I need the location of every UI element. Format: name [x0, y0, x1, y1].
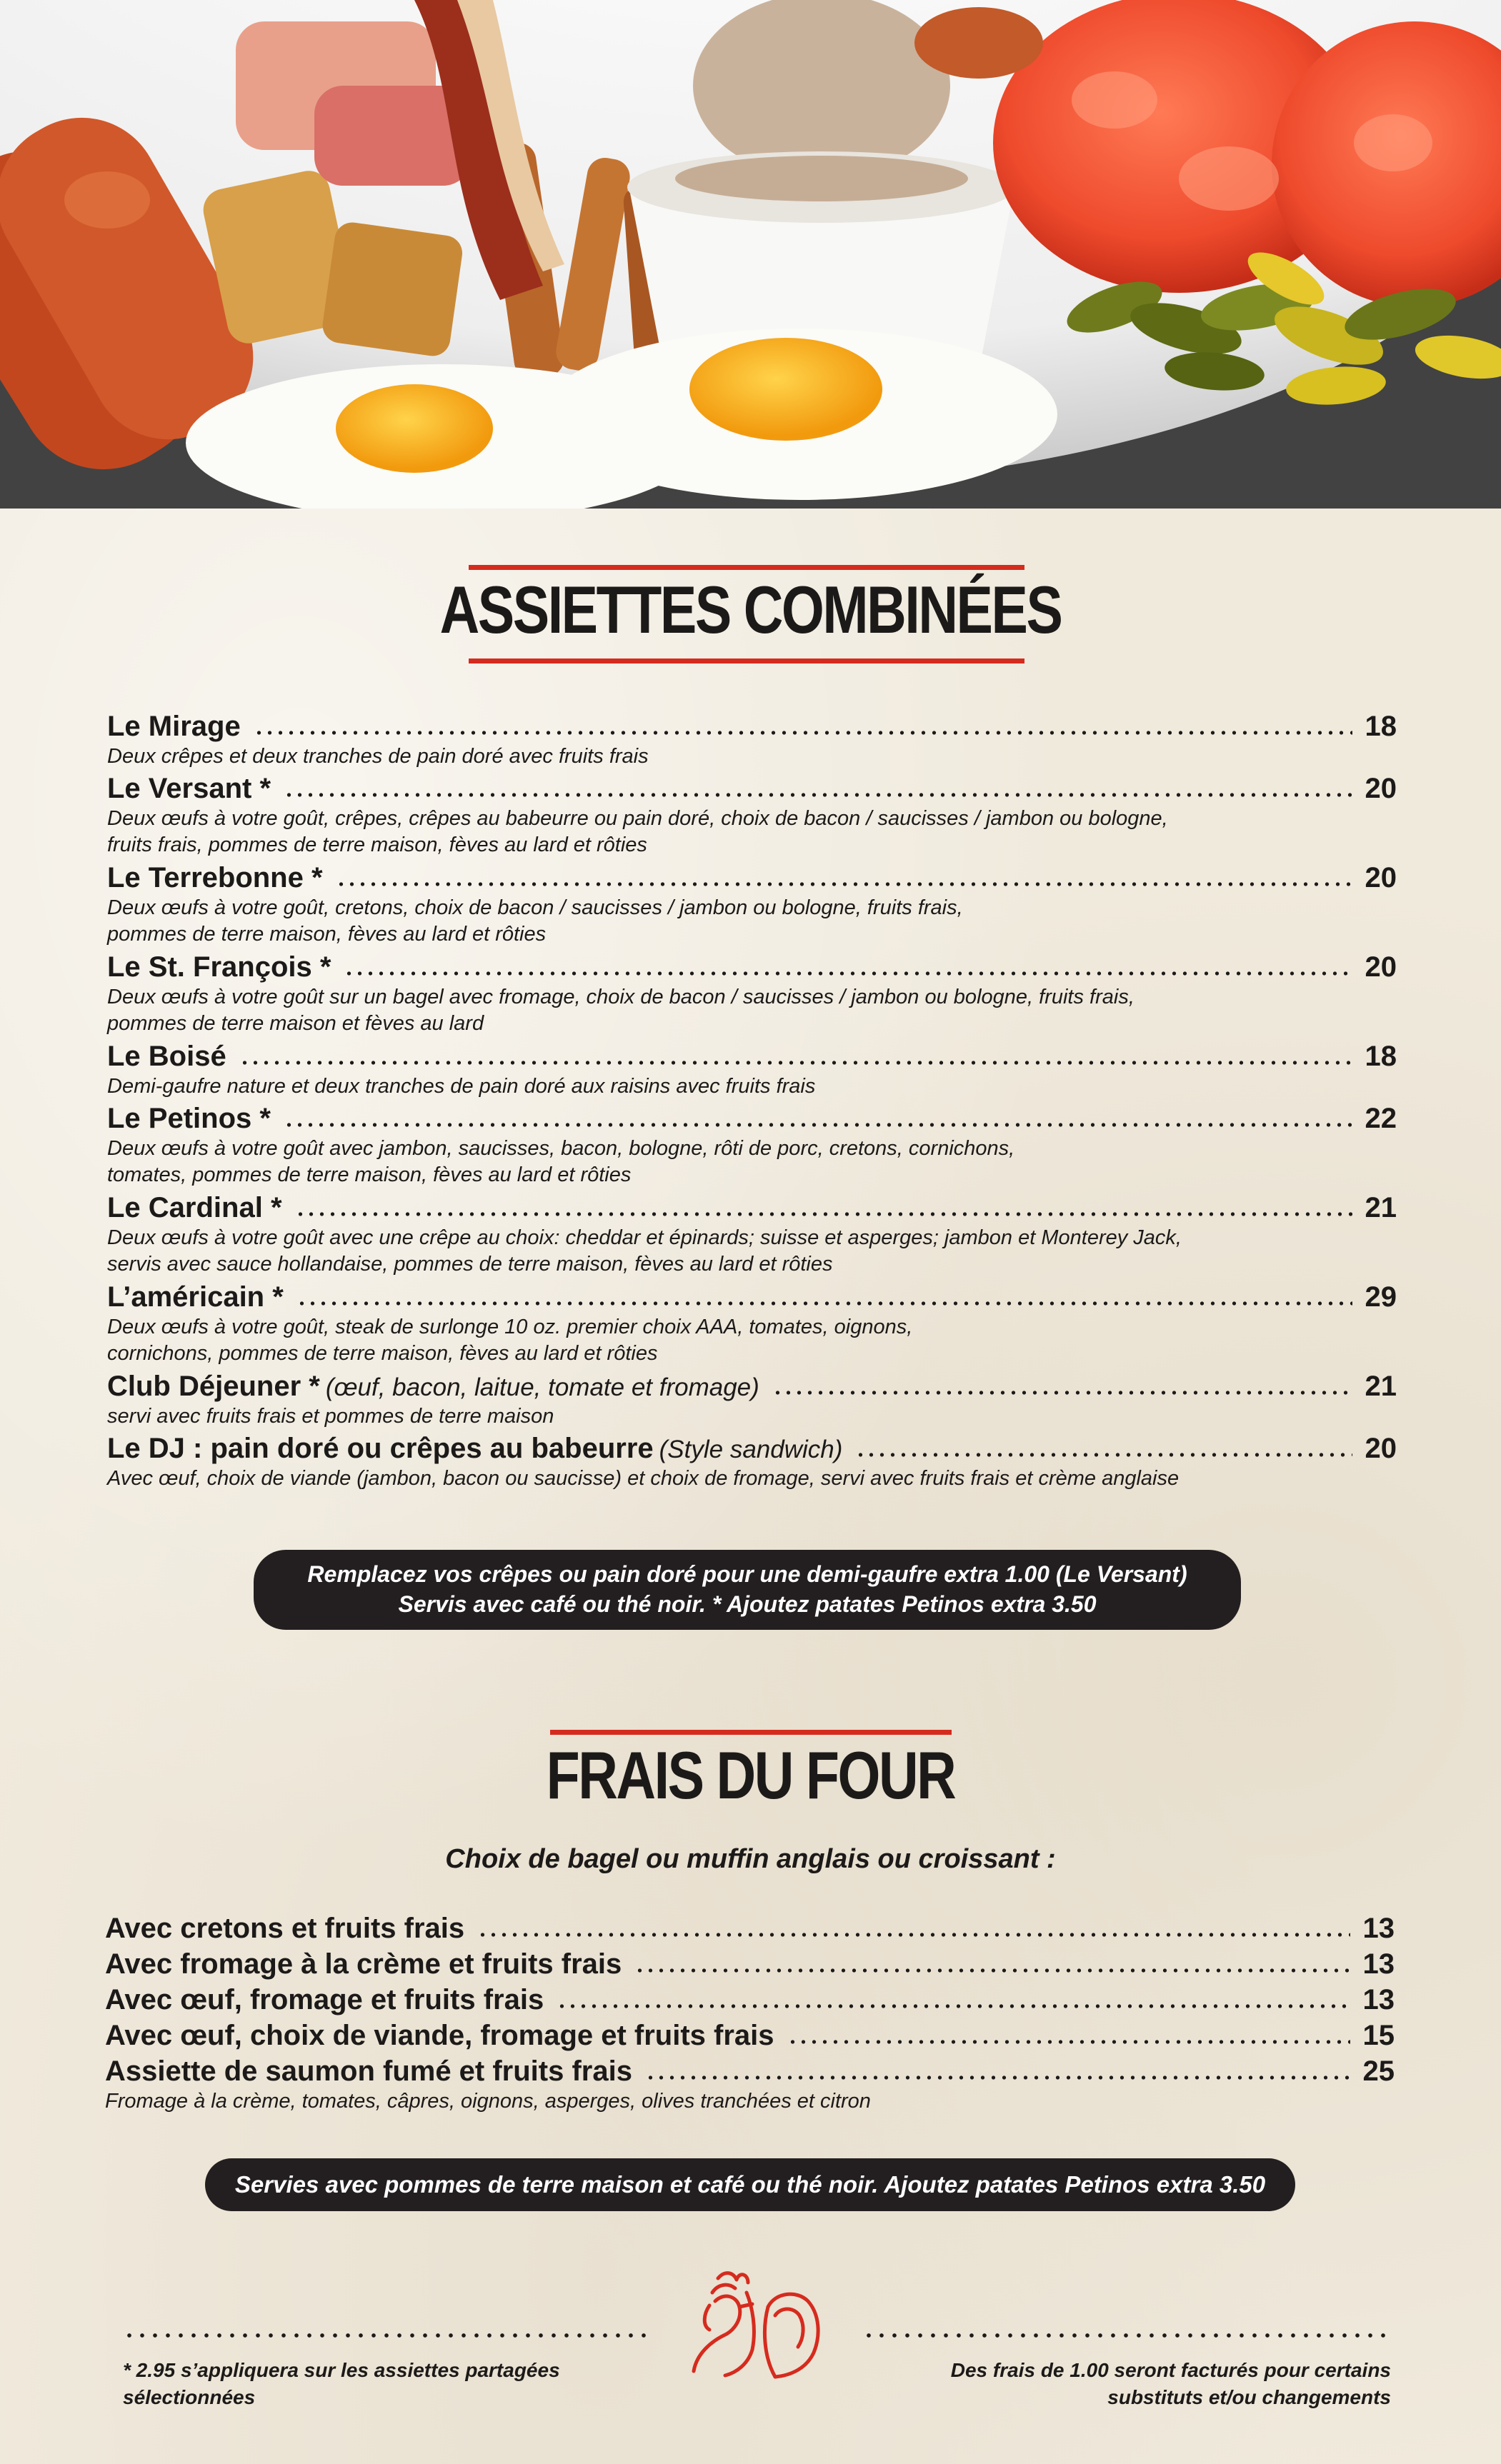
- menu-item: [105, 1948, 1395, 1981]
- item-name: Club Déjeuner *: [107, 1371, 320, 1402]
- dot-leader: [787, 2038, 1350, 2045]
- item-description: Deux œufs à votre goût, crêpes, crêpes au babeurre ou pain doré, choix de bacon / saucisses / jambon ou bologne,: [107, 807, 1168, 830]
- footer-dots-left: [123, 2332, 652, 2339]
- dot-leader: [284, 791, 1352, 798]
- bakery-note: [205, 2158, 1295, 2211]
- item-description: servi avec fruits frais et pommes de terre maison: [107, 1405, 554, 1428]
- item-price: 13: [1362, 1984, 1395, 2015]
- menu-item: [105, 2020, 1395, 2053]
- item-name: Le Cardinal *: [107, 1192, 282, 1223]
- menu-item: [107, 1192, 1397, 1278]
- menu-item: [105, 1913, 1395, 1945]
- item-price: 18: [1365, 1041, 1397, 1072]
- footer-line: substituts et/ou changements: [1107, 2386, 1391, 2408]
- item-description: Deux œufs à votre goût avec une crêpe au choix: cheddar et épinards; suisse et asperges; jambon et Monterey Jack,: [107, 1226, 1182, 1249]
- item-description: fruits frais, pommes de terre maison, fèves au lard et rôties: [107, 833, 647, 856]
- item-description: tomates, pommes de terre maison, fèves au lard et rôties: [107, 1163, 632, 1186]
- footer-note-left: [123, 2357, 652, 2411]
- footer-note-right: [862, 2357, 1391, 2411]
- dot-leader: [254, 729, 1352, 736]
- item-name: Avec œuf, choix de viande, fromage et fruits frais: [105, 2020, 774, 2051]
- item-description: servis avec sauce hollandaise, pommes de terre maison, fèves au lard et rôties: [107, 1253, 833, 1276]
- item-name: L’américain *: [107, 1281, 284, 1313]
- combos-note: [254, 1550, 1241, 1630]
- item-name: Le St. François *: [107, 951, 331, 983]
- item-description: Deux œufs à votre goût avec jambon, saucisses, bacon, bologne, rôti de porc, cretons, cornichons,: [107, 1137, 1015, 1160]
- item-extra: (Style sandwich): [659, 1436, 843, 1463]
- menu-item: [107, 1433, 1397, 1492]
- item-extra: (œuf, bacon, laitue, tomate et fromage): [325, 1373, 759, 1401]
- menu-item: [107, 1371, 1397, 1430]
- item-price: 20: [1365, 1433, 1397, 1464]
- title-rule-bottom: [469, 658, 1024, 663]
- item-name: Avec cretons et fruits frais: [105, 1913, 465, 1944]
- item-description: pommes de terre maison, fèves au lard et rôties: [107, 923, 547, 946]
- item-price: 15: [1362, 2020, 1395, 2051]
- item-name: Avec fromage à la crème et fruits frais: [105, 1948, 622, 1980]
- item-description: cornichons, pommes de terre maison, fèves au lard et rôties: [107, 1342, 658, 1365]
- item-price: 20: [1365, 951, 1397, 983]
- item-description: Demi-gaufre nature et deux tranches de pain doré aux raisins avec fruits frais: [107, 1075, 816, 1098]
- item-price: 18: [1365, 711, 1397, 742]
- item-name: Le Versant *: [107, 773, 271, 804]
- item-price: 25: [1362, 2055, 1395, 2087]
- footer-line: sélectionnées: [123, 2386, 256, 2408]
- dot-leader: [634, 1967, 1350, 1974]
- menu-item: [107, 773, 1397, 858]
- item-name: Assiette de saumon fumé et fruits frais: [105, 2055, 632, 2087]
- section-title-bakery: FRAIS DU FOUR: [546, 1738, 955, 1813]
- item-description: Fromage à la crème, tomates, câpres, oignons, asperges, olives tranchées et citron: [105, 2090, 871, 2113]
- item-price: 22: [1365, 1103, 1397, 1134]
- rooster-logo-icon: [668, 2264, 839, 2385]
- menu-item: [107, 711, 1397, 770]
- menu-item: [107, 1041, 1397, 1100]
- menu-item: [107, 862, 1397, 948]
- item-description: Avec œuf, choix de viande (jambon, bacon ou saucisse) et choix de fromage, servi avec fruits frais et crème anglaise: [107, 1467, 1180, 1490]
- item-description: Deux œufs à votre goût, cretons, choix de bacon / saucisses / jambon ou bologne, fruits frais,: [107, 896, 963, 919]
- title-rule-top: [469, 565, 1024, 570]
- item-name: Le Petinos *: [107, 1103, 271, 1134]
- dot-leader: [296, 1300, 1352, 1307]
- dot-leader: [336, 881, 1352, 888]
- item-name: Avec œuf, fromage et fruits frais: [105, 1984, 544, 2015]
- dot-leader: [477, 1931, 1350, 1938]
- item-name: Le Mirage: [107, 711, 241, 742]
- menu-item: [107, 951, 1397, 1037]
- item-description: Deux œufs à votre goût, steak de surlonge 10 oz. premier choix AAA, tomates, oignons,: [107, 1316, 913, 1338]
- dot-leader: [855, 1451, 1352, 1458]
- menu-item: [105, 2055, 1395, 2115]
- note-line: Servis avec café ou thé noir. * Ajoutez patates Petinos extra 3.50: [398, 1591, 1097, 1617]
- dot-leader: [645, 2074, 1350, 2081]
- note-line: Servies avec pommes de terre maison et café ou thé noir. Ajoutez patates Petinos extra 3.50: [234, 2171, 1266, 2198]
- dot-leader: [284, 1121, 1352, 1128]
- note-line: Remplacez vos crêpes ou pain doré pour une demi-gaufre extra 1.00 (Le Versant): [307, 1561, 1187, 1587]
- item-description: Deux crêpes et deux tranches de pain doré avec fruits frais: [107, 745, 649, 768]
- item-price: 13: [1362, 1913, 1395, 1944]
- item-price: 21: [1365, 1371, 1397, 1402]
- title-rule-top: [550, 1730, 952, 1735]
- item-name: Le Boisé: [107, 1041, 226, 1072]
- item-name: Le DJ : pain doré ou crêpes au babeurre: [107, 1433, 654, 1464]
- item-name: Le Terrebonne *: [107, 862, 323, 893]
- menu-item: [105, 1984, 1395, 2017]
- item-description: pommes de terre maison et fèves au lard: [107, 1012, 484, 1035]
- item-description: Deux œufs à votre goût sur un bagel avec fromage, choix de bacon / saucisses / jambon ou bologne, fruits frais,: [107, 986, 1135, 1008]
- dot-leader: [772, 1389, 1352, 1396]
- menu-item: [107, 1103, 1397, 1188]
- hero-food-photo: [0, 0, 1501, 509]
- item-price: 29: [1365, 1281, 1397, 1313]
- section-title-combos: ASSIETTES COMBINÉES: [439, 572, 1062, 647]
- footer-line: Des frais de 1.00 seront facturés pour certains: [950, 2359, 1391, 2381]
- footer-line: * 2.95 s’appliquera sur les assiettes partagées: [123, 2359, 560, 2381]
- item-price: 20: [1365, 862, 1397, 893]
- dot-leader: [557, 2003, 1350, 2010]
- dot-leader: [344, 970, 1352, 977]
- item-price: 13: [1362, 1948, 1395, 1980]
- section-subtitle: Choix de bagel ou muffin anglais ou croissant :: [445, 1844, 1056, 1874]
- item-price: 21: [1365, 1192, 1397, 1223]
- footer-dots-right: [862, 2332, 1391, 2339]
- dot-leader: [295, 1211, 1352, 1218]
- item-price: 20: [1365, 773, 1397, 804]
- dot-leader: [239, 1059, 1352, 1066]
- menu-item: [107, 1281, 1397, 1367]
